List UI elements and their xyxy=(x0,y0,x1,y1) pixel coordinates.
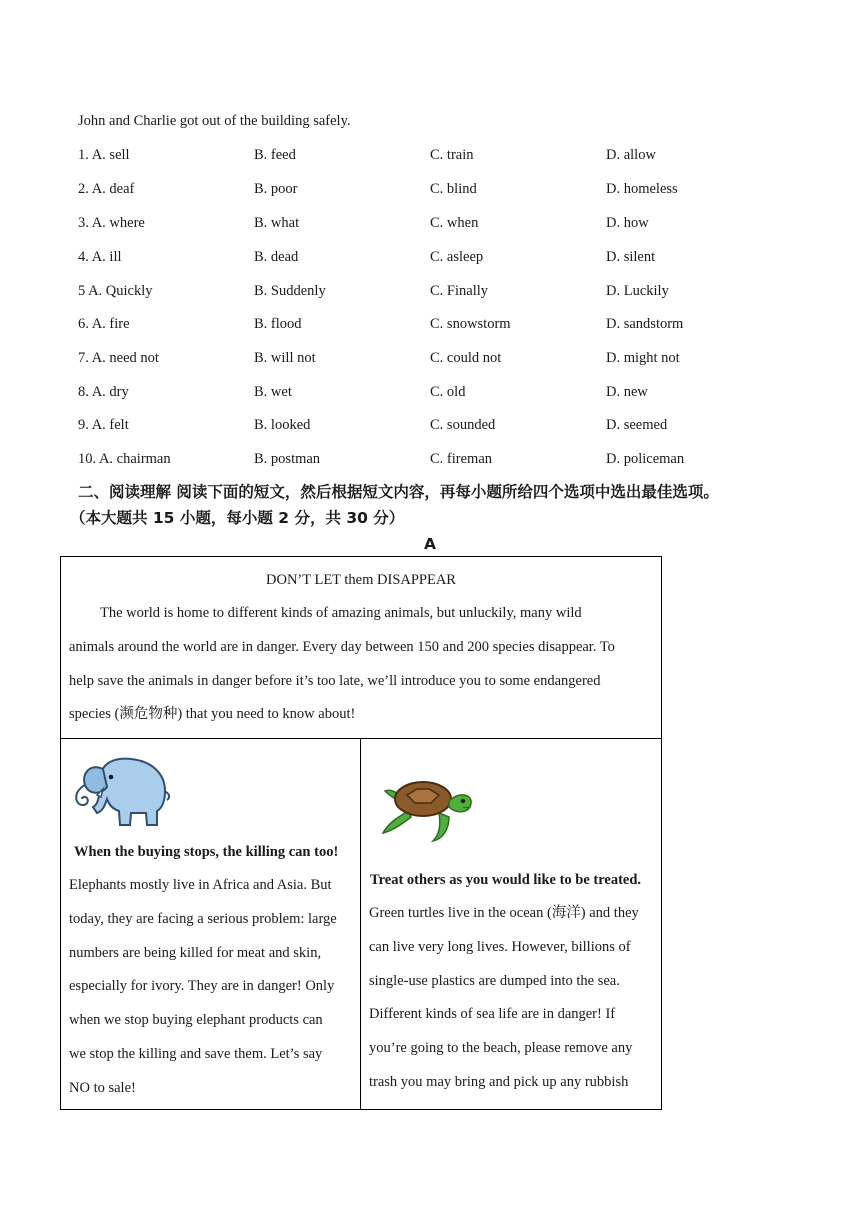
option-c: C. blind xyxy=(430,181,477,197)
option-d: D. new xyxy=(606,384,648,400)
option-c: C. when xyxy=(430,215,479,231)
option-c: C. fireman xyxy=(430,451,493,467)
option-a: 9. A. felt xyxy=(78,417,129,433)
turtle-heading: Treat others as you would like to be treated. xyxy=(370,872,642,888)
text-line: numbers are being killed for meat and skin, xyxy=(69,944,322,961)
intro-text-line: species (濒危物种) that you need to know about! xyxy=(69,706,356,723)
elephant-cell xyxy=(61,739,361,1109)
option-d: D. homeless xyxy=(606,181,678,197)
option-b: B. what xyxy=(254,215,300,231)
passage-letter: A xyxy=(424,535,436,553)
option-row xyxy=(78,417,798,437)
option-a: 6. A. fire xyxy=(78,316,130,332)
option-b: B. feed xyxy=(254,147,296,163)
intro-text-line: The world is home to different kinds of amazing animals, but unluckily, many wild xyxy=(100,605,582,621)
option-d: D. silent xyxy=(606,249,656,265)
text-line: Elephants mostly live in Africa and Asia. But xyxy=(69,877,332,893)
option-b: B. Suddenly xyxy=(254,283,326,299)
option-a: 7. A. need not xyxy=(78,350,159,366)
option-d: D. how xyxy=(606,215,649,231)
option-c: C. train xyxy=(430,147,474,163)
option-a: 1. A. sell xyxy=(78,147,130,163)
option-a: 2. A. deaf xyxy=(78,181,135,197)
option-a: 4. A. ill xyxy=(78,249,122,265)
elephant-heading: When the buying stops, the killing can too! xyxy=(74,844,339,860)
option-b: B. postman xyxy=(254,451,321,467)
option-a: 5 A. Quickly xyxy=(78,283,153,299)
option-d: D. allow xyxy=(606,147,656,163)
option-d: D. Luckily xyxy=(606,283,669,299)
text-line: especially for ivory. They are in danger! Only xyxy=(69,978,335,995)
elephant-icon xyxy=(67,751,173,831)
option-a: 10. A. chairman xyxy=(78,451,171,467)
option-row xyxy=(78,215,798,235)
option-c: C. snowstorm xyxy=(430,316,511,332)
option-b: B. poor xyxy=(254,181,298,197)
option-row xyxy=(78,350,798,370)
text-line: NO to sale! xyxy=(69,1079,136,1096)
option-c: C. old xyxy=(430,384,466,400)
text-line: today, they are facing a serious problem: large xyxy=(69,910,337,927)
option-d: D. policeman xyxy=(606,451,685,467)
option-c: C. asleep xyxy=(430,249,484,265)
text-line: we stop the killing and save them. Let’s say xyxy=(69,1045,323,1062)
text-line: trash you may bring and pick up any rubbish xyxy=(369,1073,629,1090)
passage-title: DON’T LET them DISAPPEAR xyxy=(266,572,456,588)
option-a: 3. A. where xyxy=(78,215,145,231)
option-b: B. will not xyxy=(254,350,316,366)
option-d: D. might not xyxy=(606,350,680,366)
intro-text-line: animals around the world are in danger. Every day between 150 and 200 species disappear. To xyxy=(69,638,615,655)
text-line: can live very long lives. However, billions of xyxy=(369,938,631,955)
option-row xyxy=(78,451,798,471)
elephant-text xyxy=(69,869,357,1106)
option-b: B. flood xyxy=(254,316,302,332)
text-line: Green turtles live in the ocean (海洋) and they xyxy=(369,905,639,921)
option-b: B. wet xyxy=(254,384,292,400)
section-heading: 二、阅读理解 阅读下面的短文，然后根据短文内容，再每小题所给四个选项中选出最佳选项。 xyxy=(78,483,719,501)
option-d: D. seemed xyxy=(606,417,668,433)
option-row xyxy=(78,316,798,336)
intro-line: John and Charlie got out of the building safely. xyxy=(78,113,351,129)
intro-text-line: help save the animals in danger before it’s too late, we’ll introduce you to some endangered xyxy=(69,672,601,689)
text-line: single-use plastics are dumped into the sea. xyxy=(369,972,620,989)
option-row xyxy=(78,249,798,269)
passage-intro xyxy=(69,597,659,732)
section-subheading: （本大题共 15 小题，每小题 2 分，共 30 分） xyxy=(70,509,405,527)
option-c: C. sounded xyxy=(430,417,496,433)
turtle-icon xyxy=(379,769,479,845)
passage-table xyxy=(60,556,662,1110)
turtle-text xyxy=(369,897,659,1100)
text-line: when we stop buying elephant products can xyxy=(69,1012,323,1029)
text-line: you’re going to the beach, please remove any xyxy=(369,1040,633,1057)
option-b: B. looked xyxy=(254,417,311,433)
text-line: Different kinds of sea life are in danger! If xyxy=(369,1006,616,1023)
option-row xyxy=(78,283,798,303)
option-row xyxy=(78,181,798,201)
option-b: B. dead xyxy=(254,249,299,265)
option-d: D. sandstorm xyxy=(606,316,684,332)
option-c: C. Finally xyxy=(430,283,489,299)
option-row xyxy=(78,147,798,167)
option-a: 8. A. dry xyxy=(78,384,129,400)
passage-intro-cell xyxy=(61,557,661,739)
turtle-cell xyxy=(361,739,661,1109)
option-row xyxy=(78,384,798,404)
option-c: C. could not xyxy=(430,350,502,366)
